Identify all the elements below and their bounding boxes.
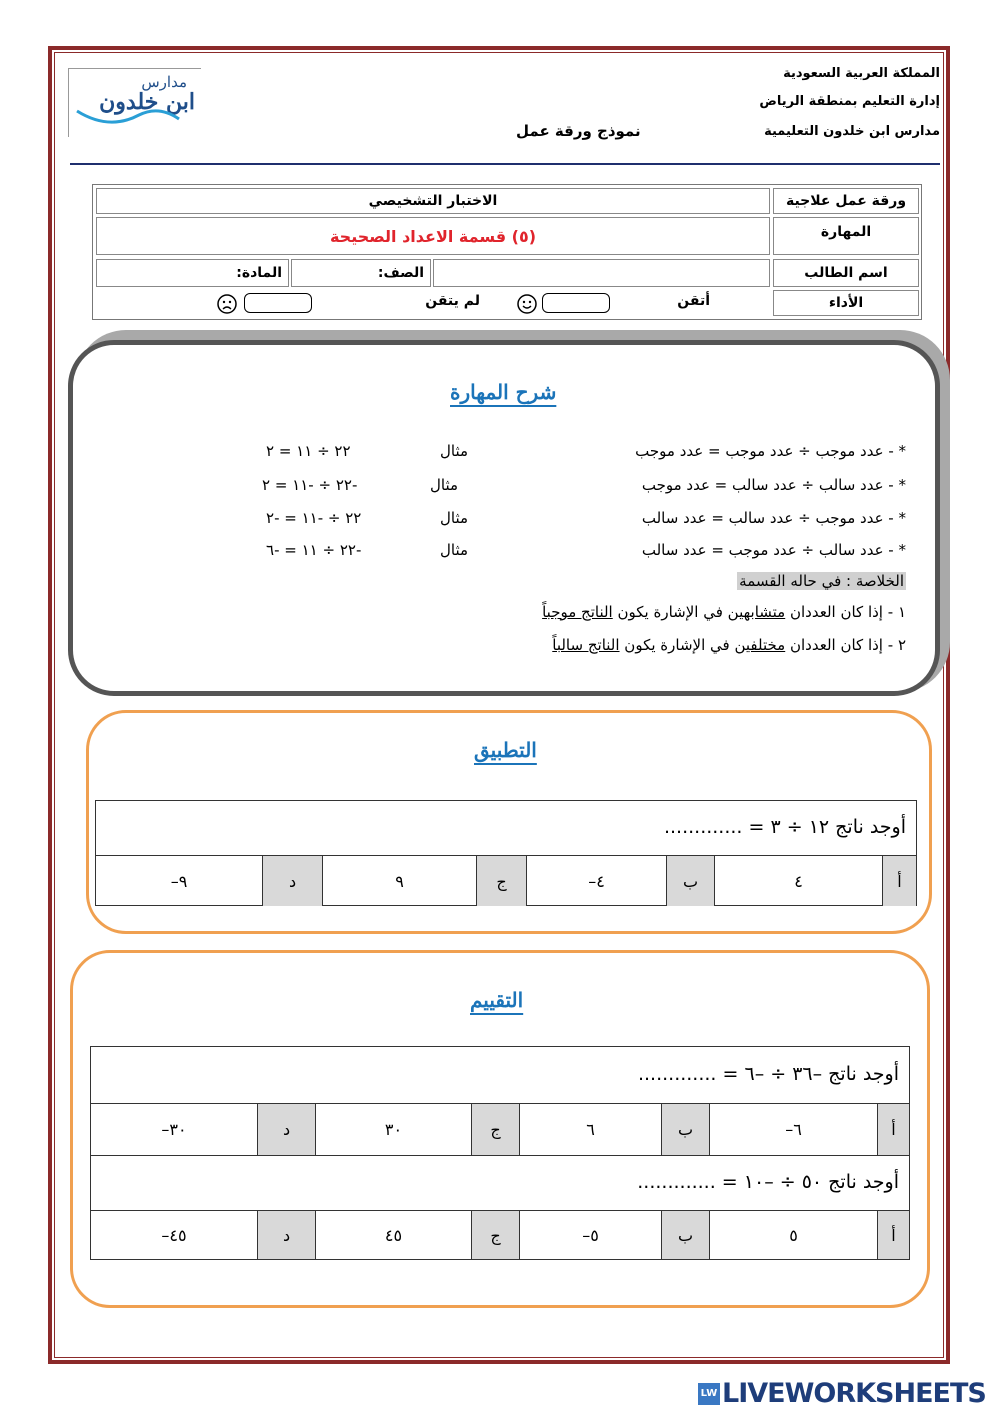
evaluation-title: التقييم xyxy=(470,988,524,1012)
rule-3-example: ٢٢ ÷ -١١ = -٢ xyxy=(266,509,362,527)
student-name-input[interactable] xyxy=(433,259,770,287)
q1-option-b[interactable]: ٦ xyxy=(519,1104,661,1155)
summary-title: الخلاصة : في حاله القسمة xyxy=(739,572,904,590)
rule-1: * - عدد موجب ÷ عدد موجب = عدد موجب xyxy=(635,442,906,460)
school-logo xyxy=(68,68,201,137)
q2-option-d-label: د xyxy=(257,1211,315,1259)
q2-option-a-label: أ xyxy=(877,1211,909,1259)
skill-label: المهارة xyxy=(773,217,919,255)
evaluation-question-table xyxy=(90,1046,910,1260)
option-d[interactable]: –٩ xyxy=(170,871,188,891)
q2-option-d[interactable]: –٤٥ xyxy=(161,1225,187,1245)
q2-option-b-label: ب xyxy=(661,1211,709,1259)
not-mastered-box[interactable] xyxy=(244,293,312,313)
logo-top-text: مدارس xyxy=(141,73,187,91)
mastered-box[interactable] xyxy=(542,293,610,313)
evaluation-question-2: أوجد ناتج ٥٠ ÷ –١٠ = ............. xyxy=(637,1171,899,1193)
option-a-label: أ xyxy=(882,856,916,906)
q1-option-d[interactable]: –٣٠ xyxy=(161,1120,187,1139)
subject-label: المادة: xyxy=(236,265,282,281)
logo-main-text: ابن خلدون xyxy=(99,89,195,115)
test-type-value: الاختبار التشخيصي xyxy=(96,188,770,214)
rule-4: * - عدد سالب ÷ عدد موجب = عدد سالب xyxy=(641,541,906,559)
application-title: التطبيق xyxy=(474,738,537,762)
q1-option-b-label: ب xyxy=(661,1104,709,1155)
worksheet-type-label: ورقة عمل علاجية xyxy=(773,188,919,214)
application-options xyxy=(96,856,916,906)
rule-2-example: -٢٢ ÷ -١١ = ٢ xyxy=(262,476,358,494)
skill-value: (٥) قسمة الاعداد الصحيحة xyxy=(96,217,770,255)
class-label: الصف: xyxy=(377,265,424,281)
rule-3-example-label: مثال xyxy=(440,509,469,527)
rule-2-example-label: مثال xyxy=(430,476,459,494)
worksheet-model-title: نموذج ورقة عمل xyxy=(516,122,641,140)
application-question: أوجد ناتج ١٢ ÷ ٣ = ............. xyxy=(663,816,906,838)
performance-label: الأداء xyxy=(773,290,919,316)
summary-line-1: ١ - إذا كان العددان متشابهين في الإشارة يكون الناتج موجباً xyxy=(542,603,906,621)
q1-option-d-label: د xyxy=(257,1104,315,1155)
rule-1-example: ٢٢ ÷ ١١ = ٢ xyxy=(266,442,351,460)
rule-3: * - عدد موجب ÷ عدد سالب = عدد سالب xyxy=(641,509,906,527)
option-b-label: ب xyxy=(666,856,714,906)
q1-option-c[interactable]: ٣٠ xyxy=(315,1104,471,1155)
header-line-3: مدارس ابن خلدون التعليمية xyxy=(764,124,940,139)
option-c[interactable]: ٩ xyxy=(322,856,476,906)
q1-option-a[interactable]: –٦ xyxy=(709,1104,877,1155)
q1-option-c-label: ج xyxy=(471,1104,519,1155)
rule-1-example-label: مثال xyxy=(440,442,469,460)
not-mastered-label: لم يتقن xyxy=(425,293,480,309)
application-question-table xyxy=(95,800,917,906)
evaluation-q1-options xyxy=(91,1104,909,1155)
q2-option-a[interactable]: ٥ xyxy=(709,1211,877,1259)
q2-option-c-label: ج xyxy=(471,1211,519,1259)
class-field[interactable] xyxy=(291,259,431,287)
brand-logo-icon: LW xyxy=(698,1383,720,1405)
logo-swoosh-icon xyxy=(69,69,201,137)
q1-option-a-label: أ xyxy=(877,1104,909,1155)
rule-2: * - عدد سالب ÷ عدد سالب = عدد موجب xyxy=(641,476,906,494)
brand-name: LIVEWORKSHEETS xyxy=(722,1378,986,1409)
mastered-label: أتقن xyxy=(677,293,710,309)
rule-4-example: -٢٢ ÷ ١١ = -٦ xyxy=(266,541,362,559)
explanation-title: شرح المهارة xyxy=(450,380,557,404)
subject-field[interactable] xyxy=(96,259,289,287)
header-divider xyxy=(70,163,940,165)
option-b[interactable]: –٤ xyxy=(526,856,666,906)
q2-option-c[interactable]: ٤٥ xyxy=(315,1211,471,1259)
header-line-2: إدارة التعليم بمنطقة الرياض xyxy=(759,94,940,109)
sad-face-icon xyxy=(216,293,238,319)
q2-option-b[interactable]: –٥ xyxy=(519,1211,661,1259)
evaluation-question-1: أوجد ناتج –٣٦ ÷ –٦ = ............. xyxy=(637,1063,899,1085)
student-name-label: اسم الطالب xyxy=(773,259,919,287)
rule-4-example-label: مثال xyxy=(440,541,469,559)
option-c-label: ج xyxy=(476,856,526,906)
performance-row xyxy=(96,290,770,316)
evaluation-q2-options xyxy=(91,1211,909,1259)
liveworksheets-brand[interactable] xyxy=(698,1378,986,1409)
info-table xyxy=(92,184,922,320)
header-line-1: المملكة العربية السعودية xyxy=(783,66,940,81)
option-a[interactable]: ٤ xyxy=(714,856,882,906)
happy-face-icon xyxy=(516,293,538,319)
option-d-label: د xyxy=(262,856,322,906)
summary-line-2: ٢ - إذا كان العددان مختلفين في الإشارة يكون الناتج سالباً xyxy=(552,636,906,654)
